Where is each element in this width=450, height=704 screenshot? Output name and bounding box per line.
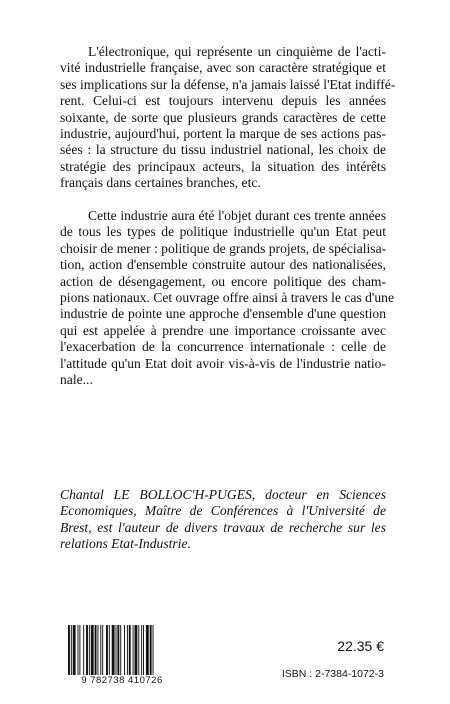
text-line: stratégie des principaux acteurs, la situation des intérêts — [60, 158, 386, 174]
barcode — [66, 625, 178, 691]
text-line: choisir de mener : politique de grands projets, de spécialisa- — [60, 240, 387, 256]
author-bio — [60, 487, 386, 553]
text-line: ses implications sur la défense, n'a jamais laissé l'Etat indiffé- — [60, 76, 396, 92]
description-paragraph-1 — [60, 44, 396, 192]
text-line: industrie, aujourd'hui, portent la marque de ses actions pas- — [60, 126, 386, 142]
text-line: qui est appelée à prendre une importance croissante avec — [60, 322, 386, 338]
text-line: pions nationaux. Cet ouvrage offre ainsi à travers le cas d'une — [60, 290, 395, 306]
price: 22.35 € — [337, 638, 384, 654]
text-line: Economiques, Maître de Conférences à l'Université de — [60, 503, 386, 519]
text-line: Cette industrie aura été l'objet durant ces trente années — [88, 208, 386, 223]
isbn: ISBN : 2-7384-1072-3 — [281, 668, 384, 680]
text-line: l'exacerbation de la concurrence internationale : celle de — [60, 339, 386, 355]
text-line: relations Etat-Industrie. — [60, 536, 191, 552]
text-line: de tous les types de politique industrielle qu'un Etat peut — [60, 224, 386, 240]
text-line: français dans certaines branches, etc. — [60, 175, 261, 191]
text-line: rent. Celui-ci est toujours intervenu depuis les années — [60, 93, 386, 109]
text-line: L'électronique, qui représente un cinquième de l'acti- — [88, 44, 386, 59]
text-line: sées : la structure du tissu industriel national, les choix de — [60, 142, 386, 158]
text-line: Chantal LE BOLLOC'H-PUGES, docteur en Sciences — [60, 487, 386, 502]
text-line: soixante, de sorte que plusieurs grands caractères de cette — [60, 109, 386, 125]
barcode-number: 9 782738 410726 — [66, 675, 178, 686]
text-line: industrie de pointe une approche d'ensemble d'une question — [60, 306, 386, 322]
text-line: vité industrielle française, avec son caractère stratégique et — [60, 60, 386, 76]
text-line: l'attitude qu'un Etat doit avoir vis-à-vis de l'industrie natio- — [60, 355, 386, 371]
description-paragraph-2 — [60, 208, 395, 388]
text-line: tion, action d'ensemble construite autour des nationalisées, — [60, 257, 386, 273]
text-line: nale... — [60, 372, 93, 388]
text-line: Brest, est l'auteur de divers travaux de recherche sur les — [60, 519, 386, 535]
text-line: action de désengagement, ou encore politique des cham- — [60, 273, 386, 289]
